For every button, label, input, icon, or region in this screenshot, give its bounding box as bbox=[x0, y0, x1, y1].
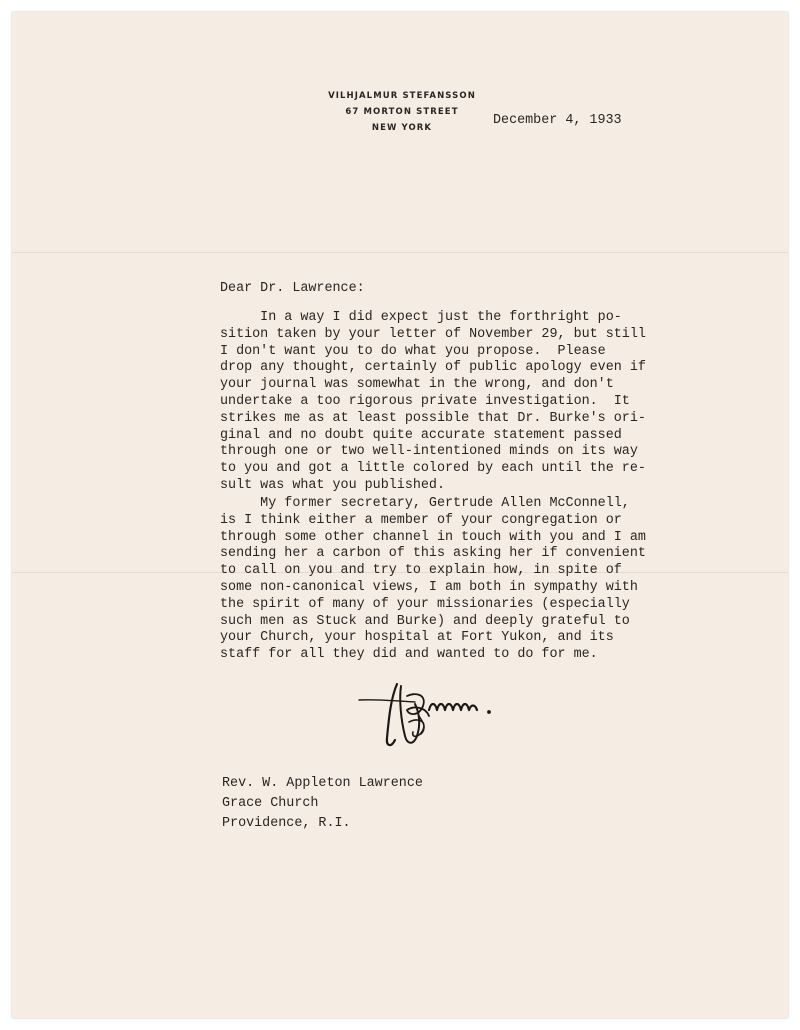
paragraph-line: such men as Stuck and Burke) and deeply grateful to bbox=[220, 613, 630, 629]
paragraph-line: ginal and no doubt quite accurate statement passed bbox=[220, 427, 622, 443]
letterhead bbox=[312, 88, 492, 136]
address-line: Grace Church bbox=[222, 796, 319, 811]
paragraph-line: is I think either a member of your congregation or bbox=[220, 512, 622, 528]
paragraph-line: through one or two well-intentioned minds on its way bbox=[220, 444, 638, 460]
paragraph-line: your Church, your hospital at Fort Yukon, and its bbox=[220, 630, 614, 646]
salutation: Dear Dr. Lawrence: bbox=[220, 281, 365, 296]
paragraph-line: I don't want you to do what you propose. Please bbox=[220, 343, 606, 359]
letterhead-name: VILHJALMUR STEFANSSON bbox=[328, 91, 476, 101]
paragraph-line: drop any thought, certainly of public apology even if bbox=[220, 360, 646, 376]
recipient-address bbox=[222, 774, 423, 834]
fold-line-upper bbox=[12, 252, 788, 253]
paragraph-line: sult was what you published. bbox=[220, 477, 445, 493]
paragraph-line: through some other channel in touch with you and I am bbox=[220, 529, 646, 545]
paragraph-line: to call on you and try to explain how, in spite of bbox=[220, 563, 622, 579]
paragraph-line: sending her a carbon of this asking her if convenient bbox=[220, 546, 646, 562]
paragraph-line: some non-canonical views, I am both in sympathy with bbox=[220, 579, 638, 595]
letter-date: December 4, 1933 bbox=[493, 113, 622, 128]
address-line: Providence, R.I. bbox=[222, 816, 351, 831]
letterhead-street: 67 MORTON STREET bbox=[345, 107, 459, 117]
handwritten-signature bbox=[357, 676, 507, 756]
paragraph-line: the spirit of many of your missionaries (especially bbox=[220, 596, 630, 612]
paragraph-line: In a way I did expect just the forthright po- bbox=[220, 310, 622, 325]
address-line: Rev. W. Appleton Lawrence bbox=[222, 776, 423, 791]
paragraph-line: My former secretary, Gertrude Allen McConnell, bbox=[220, 496, 630, 511]
paragraph-line: staff for all they did and wanted to do for me. bbox=[220, 647, 598, 663]
signature-period bbox=[487, 710, 491, 714]
paragraph-line: undertake a too rigorous private investigation. It bbox=[220, 393, 630, 409]
letterhead-city: NEW YORK bbox=[371, 123, 433, 133]
body-paragraph-1 bbox=[220, 310, 660, 495]
paragraph-line: to you and got a little colored by each until the re- bbox=[220, 461, 646, 477]
body-paragraph-2 bbox=[220, 496, 660, 664]
paragraph-line: your journal was somewhat in the wrong, and don't bbox=[220, 377, 614, 393]
paragraph-line: strikes me as at least possible that Dr. Burke's ori- bbox=[220, 410, 646, 426]
paragraph-line: sition taken by your letter of November 29, but still bbox=[220, 326, 646, 342]
